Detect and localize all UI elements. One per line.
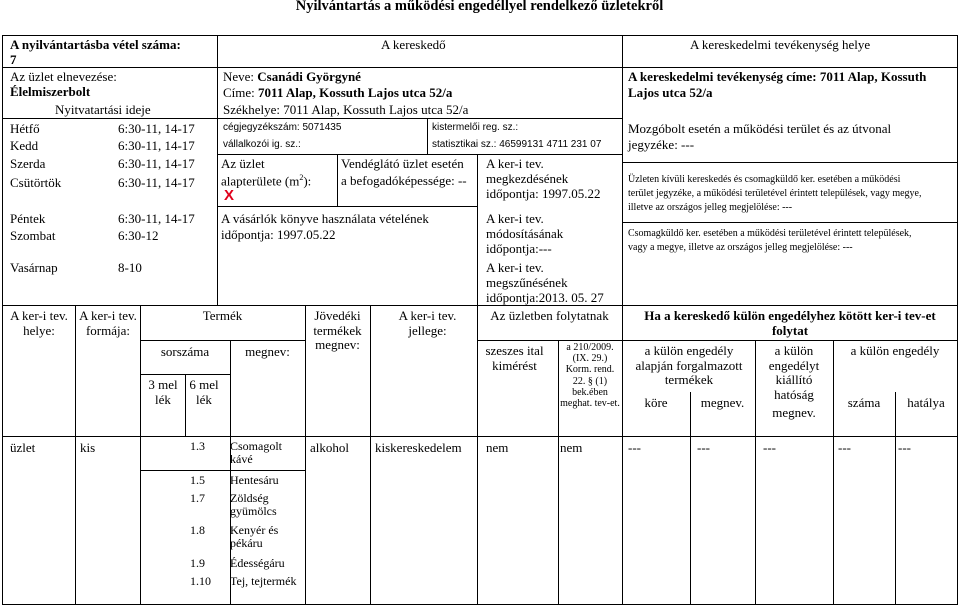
line-place-mobile xyxy=(622,162,957,163)
product-name: Tej, tejtermék xyxy=(230,574,297,588)
col-digits xyxy=(185,374,186,436)
area-mark: X xyxy=(224,187,235,204)
divider-stat xyxy=(427,118,428,154)
termination-label-2: megszűnésének xyxy=(486,275,568,290)
border-bottom xyxy=(2,604,958,605)
line-data-row xyxy=(2,436,958,437)
catering-label-2: a befogadóképessége: -- xyxy=(341,173,467,188)
day-thursday: Csütörtök xyxy=(10,175,62,190)
modification-label-2: módosításának xyxy=(486,226,564,241)
th-place: A ker-i tev. helye: xyxy=(10,308,68,338)
th-permit-separate: a külön engedély xyxy=(850,343,940,358)
product-name: Kenyér és pékáru xyxy=(230,523,279,551)
outdoor-trade-3: illetve az országos jelleg megjelölése: --- xyxy=(628,202,793,213)
day-tuesday: Kedd xyxy=(10,138,39,153)
col-permit-a xyxy=(755,340,756,605)
th-permit: Ha a kereskedő külön engedélyhez kötött ker-i tev-et folytat xyxy=(644,308,936,338)
product-name: Hentesáru xyxy=(230,473,279,487)
line-place-mail xyxy=(622,222,957,223)
termination-label-1: A ker-i tev. xyxy=(486,260,544,275)
hours-friday: 6:30-11, 14-17 xyxy=(118,211,195,226)
border-right xyxy=(957,35,958,605)
line-permit xyxy=(622,340,957,341)
row-dash: --- xyxy=(898,440,911,455)
product-code: 1.9 xyxy=(190,556,205,570)
th-permit-name: megnev. xyxy=(700,395,745,410)
product-code: 1.10 xyxy=(190,574,211,588)
product-name: Édességáru xyxy=(230,556,285,570)
company-reg: cégjegyzékszám: 5071435 xyxy=(223,122,342,133)
product-code: 1.3 xyxy=(190,439,205,453)
place-address-2: Lajos utca 52/a xyxy=(628,85,713,100)
product-name: Zöldség gyümölcs xyxy=(230,491,277,519)
statistical-number: statisztikai sz.: 46599131 4711 231 07 xyxy=(432,139,602,150)
page-title: Nyilvántartás a működési engedéllyel rendelkező üzletekről xyxy=(295,0,664,14)
product-name: Csomagolt kávé xyxy=(230,439,283,467)
hours-saturday: 6:30-12 xyxy=(118,228,159,243)
col-4 xyxy=(370,305,371,605)
th-product-seq: sorszáma xyxy=(160,344,210,359)
trader-address: Címe: 7011 Alap, Kossuth Lajos utca 52/a xyxy=(223,85,453,100)
trader-seat: Székhelye: 7011 Alap, Kossuth Lajos utca 52/a xyxy=(223,102,469,117)
mobile-shop-label-1: Mozgóbolt esetén a működési terület és az útvonal xyxy=(628,121,892,136)
row-nature: kiskereskedelem xyxy=(375,440,462,455)
divider-shop xyxy=(217,35,218,305)
trader-heading: A kereskedő xyxy=(381,37,446,52)
start-label-1: A ker-i tev. xyxy=(486,156,544,171)
small-producer-reg: kistermelői reg. sz.: xyxy=(432,122,519,133)
complaint-book-label: A vásárlók könyve használata vételének xyxy=(221,211,429,226)
th-alcohol: szeszes ital kimérést xyxy=(485,343,544,373)
col-decree xyxy=(558,340,559,605)
divider-place xyxy=(622,35,623,305)
modification-date: időpontja:--- xyxy=(486,241,552,256)
divider-trader-times xyxy=(477,154,478,305)
day-monday: Hétfő xyxy=(10,121,40,136)
area-label-2: alapterülete $(m^2)$: xyxy=(221,173,312,189)
termination-date: időpontja:2013. 05. 27 xyxy=(486,290,604,305)
th-in-shop: Az üzletben folytatnak xyxy=(490,308,609,323)
catering-label-1: Vendéglátó üzlet esetén xyxy=(341,156,464,171)
th-authority-name: megnev. xyxy=(772,405,816,420)
line-trader-seat xyxy=(217,118,622,119)
day-friday: Péntek xyxy=(10,211,46,226)
row-dash: --- xyxy=(838,440,851,455)
border-top xyxy=(2,35,958,36)
day-sunday: Vasárnap xyxy=(10,260,58,275)
entrepreneur-id: vállalkozói ig. sz.: xyxy=(223,139,301,150)
place-address-1: A kereskedelmi tevékenység címe: 7011 Alap, Kossuth xyxy=(628,69,927,84)
line-table-header xyxy=(2,305,958,306)
col-5 xyxy=(477,305,478,605)
area-label-1: Az üzlet xyxy=(221,156,265,171)
start-date: időpontja: 1997.05.22 xyxy=(486,186,601,201)
row-dash: --- xyxy=(697,440,710,455)
th-digits-6: 6 mel lék xyxy=(189,377,219,407)
trader-name: Neve: Csanádi Györgyné xyxy=(223,69,361,84)
border-left xyxy=(2,35,3,605)
outdoor-trade-2: terület jegyzéke, a működési területével érintett települések, vagy megye, xyxy=(628,188,922,199)
day-wednesday: Szerda xyxy=(10,156,46,171)
th-authority: a külön engedélyt kiállító hatóság xyxy=(768,343,820,402)
row-decree: nem xyxy=(560,440,583,455)
hours-sunday: 8-10 xyxy=(118,260,142,275)
product-code: 1.7 xyxy=(190,491,205,505)
col-1 xyxy=(75,305,76,605)
th-nature: A ker-i tev. jellege: xyxy=(398,308,457,338)
th-excise: Jövedéki termékek megnev: xyxy=(313,308,362,353)
col-6 xyxy=(622,305,623,605)
outdoor-trade-1: Üzleten kívüli kereskedés és csomagküldő ker. esetében a működési xyxy=(628,174,901,185)
divider-catering xyxy=(337,154,338,206)
opening-hours-heading: Nyitvatartási ideje xyxy=(55,102,151,117)
row-dash: --- xyxy=(763,440,776,455)
th-decree: a 210/2009. (IX. 29.) Korm. rend. 22. § (1) bek.ében meghat. tev-et. xyxy=(560,342,620,409)
mail-order-2: vagy a megye, illetve az országos jelleg megjelölése: --- xyxy=(628,242,853,253)
hours-thursday: 6:30-11, 14-17 xyxy=(118,175,195,190)
hours-monday: 6:30-11, 14-17 xyxy=(118,121,195,136)
th-product: Termék xyxy=(202,308,243,323)
product-code: 1.5 xyxy=(190,473,205,487)
mobile-shop-label-2: jegyzéke: --- xyxy=(628,137,695,152)
row-alcohol: nem xyxy=(486,440,509,455)
col-permit-b xyxy=(833,340,834,605)
reg-value: 7 xyxy=(10,52,17,67)
product-code: 1.8 xyxy=(190,523,205,537)
col-permit-number xyxy=(895,392,896,605)
th-permit-products: a külön engedély alapján forgalmazott termékek xyxy=(635,343,743,388)
col-permit-range xyxy=(690,392,691,605)
place-heading: A kereskedelmi tevékenység helye xyxy=(690,37,871,52)
line-stat xyxy=(217,154,622,155)
hours-wednesday: 6:30-11, 14-17 xyxy=(118,156,195,171)
complaint-book-date: időpontja: 1997.05.22 xyxy=(221,227,336,242)
line-header-bottom xyxy=(2,67,958,68)
th-permit-number: száma xyxy=(847,395,881,410)
row-excise: alkohol xyxy=(310,440,349,455)
line-decree xyxy=(477,340,622,341)
day-saturday: Szombat xyxy=(10,228,56,243)
shop-name-label: Az üzlet elnevezése: xyxy=(10,69,117,84)
reg-label: A nyilvántartásba vétel száma: xyxy=(10,37,181,52)
row-dash: --- xyxy=(628,440,641,455)
line-product-rows xyxy=(140,470,305,471)
shop-name-value: Élelmiszerbolt xyxy=(10,84,91,99)
line-product-sub xyxy=(140,340,305,341)
th-form: A ker-i tev. formája: xyxy=(79,308,137,338)
th-permit-validity: hatálya xyxy=(907,395,945,410)
th-permit-range: köre xyxy=(644,395,668,410)
row-place: üzlet xyxy=(10,440,36,455)
start-label-2: megkezdésének xyxy=(486,171,569,186)
th-product-name: megnev: xyxy=(245,344,290,359)
th-digits-3: 3 mel lék xyxy=(148,377,178,407)
mail-order-1: Csomagküldő ker. esetében a működési területével érintett települések, xyxy=(628,228,912,239)
modification-label-1: A ker-i tev. xyxy=(486,211,544,226)
line-hours xyxy=(2,118,217,119)
line-trader-mid xyxy=(217,206,477,207)
row-form: kis xyxy=(80,440,96,455)
hours-tuesday: 6:30-11, 14-17 xyxy=(118,138,195,153)
